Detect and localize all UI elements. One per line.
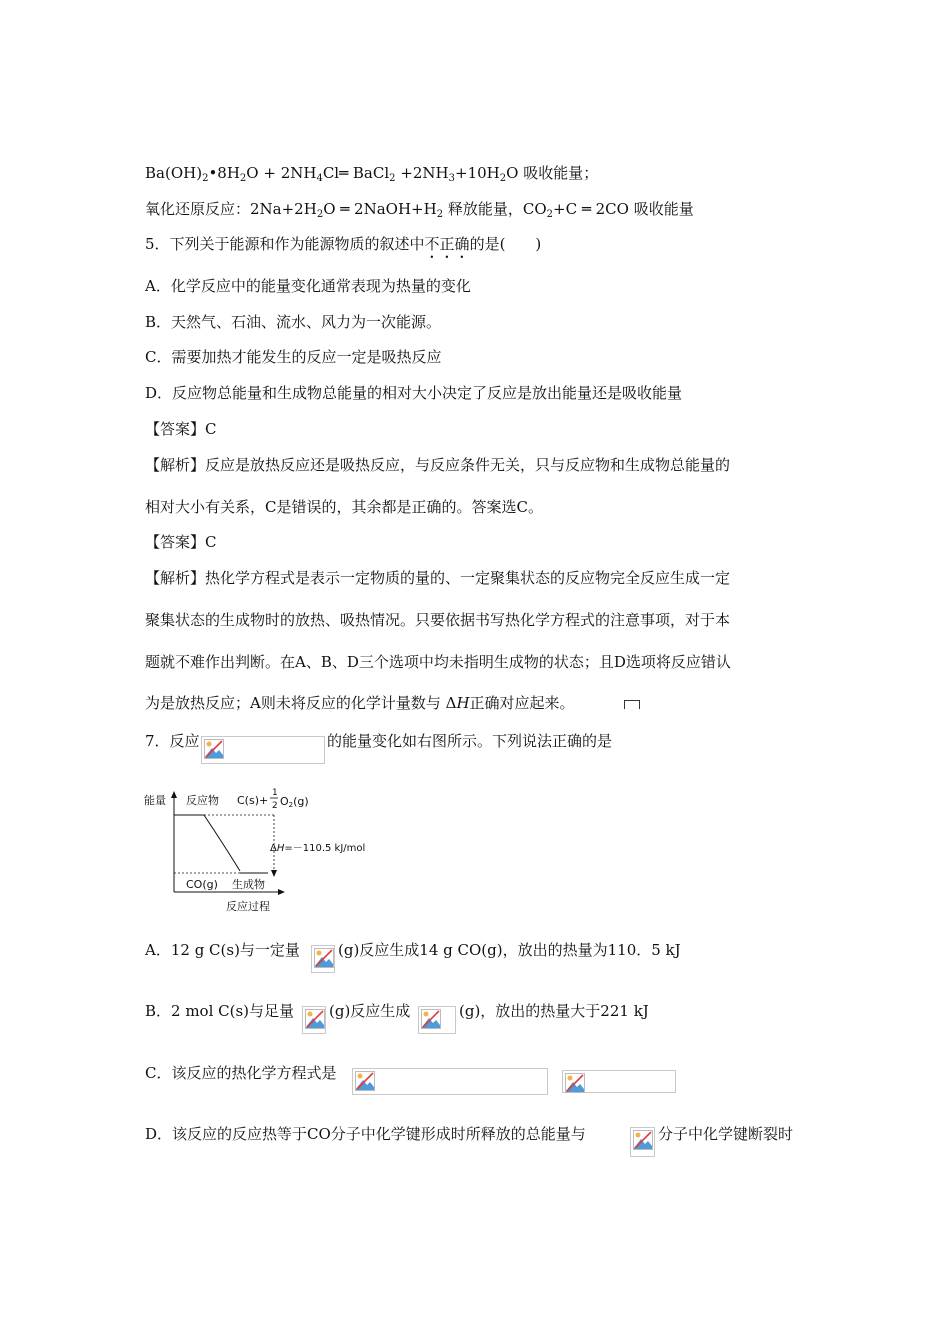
broken-image-icon [355,1071,375,1091]
subscript: 2 [389,173,396,184]
subscript: 2 [499,173,507,184]
emphasized-text: 不正确 [424,235,470,253]
text: O 吸收能量； [506,164,599,182]
equation-line-2 [145,199,694,219]
reaction-curve [204,815,240,871]
explanation-2d [145,693,575,713]
option-5c: C．需要加热才能发生的反应一定是吸热反应 [145,348,442,366]
oxygen-formula [280,795,309,809]
explanation-1a: 【解析】反应是放热反应还是吸热反应，与反应条件无关，只与反应物和生成物总能量的 [145,456,731,474]
broken-image-placeholder [311,945,335,973]
question-5 [145,234,541,262]
option-7c-start: C．该反应的热化学方程式是 [145,1064,337,1082]
reactant-formula [237,794,268,807]
fraction-numerator: 1 [272,788,278,798]
broken-image-icon [421,1009,441,1029]
broken-image-icon [633,1130,653,1150]
explanation-2c: 题就不难作出判断。在A、B、D三个选项中均未指明生成物的状态；且D选项将反应错认 [145,653,731,671]
reactant-label: 反应物 [186,794,219,807]
text: 为是放热反应；A则未将反应的化学计量数与 Δ [145,694,457,712]
delta-h-arrowhead [271,870,277,877]
text: O + 2NH [246,164,317,182]
option-5d: D．反应物总能量和生成物总能量的相对大小决定了反应是放出能量还是吸收能量 [145,384,683,402]
subscript: 2 [239,173,247,184]
delta-h-label [270,843,365,854]
answer-2: 【答案】C [145,533,217,551]
formula-part: (g) [293,795,309,808]
product-label: 生成物 [232,878,265,891]
h-symbol: H [276,843,285,854]
subscript: 2 [436,209,444,220]
x-axis-arrow [278,889,285,895]
text: •8H [208,164,240,182]
text: Ba(OH) [145,164,203,182]
question-7-end: 的能量变化如右图所示。下列说法正确的是 [327,732,613,750]
text: O ═ 2NaOH+H [323,200,437,218]
energy-diagram [140,785,390,915]
question-7-start: 7．反应 [145,732,200,750]
fraction-denominator: 2 [272,801,278,811]
bracket-mark [624,700,640,709]
broken-image-placeholder [562,1070,676,1093]
y-axis-arrow [171,791,177,798]
text: +10H [455,164,500,182]
option-7a-start: A．12 g C(s)与一定量 [145,941,300,959]
answer-1: 【答案】C [145,420,217,438]
broken-image-placeholder [302,1006,326,1034]
text: 5．下列关于能源和作为能源物质的叙述中 [145,235,425,253]
option-7d-end: 分子中化学键断裂时 [658,1125,794,1143]
equation-line-1 [145,163,598,183]
broken-image-placeholder [418,1006,456,1034]
broken-image-placeholder [352,1068,548,1095]
x-axis-label: 反应过程 [226,900,270,913]
broken-image-icon [314,948,334,968]
text: Cl═ BaCl [322,164,390,182]
subscript: 2 [316,209,324,220]
option-7b-start: B．2 mol C(s)与足量 [145,1002,295,1020]
broken-image-icon [565,1073,585,1093]
product-formula: CO(g) [186,878,218,891]
option-7a-end: (g)反应生成14 g CO(g)，放出的热量为110．5 kJ [338,941,681,959]
text: 正确对应起来。 [469,694,575,712]
formula-part: C(s)+ [237,794,269,807]
option-7d-start: D．该反应的反应热等于CO分子中化学键形成时所释放的总能量与 [145,1125,586,1143]
delta-symbol: Δ [270,843,277,854]
option-7b-end: (g)，放出的热量大于221 kJ [459,1002,649,1020]
subscript: 2 [546,209,553,220]
option-7b-middle: (g)反应生成 [329,1002,411,1020]
explanation-2a: 【解析】热化学方程式是表示一定物质的量的、一定聚集状态的反应物完全反应生成一定 [145,569,731,587]
broken-image-placeholder [630,1127,655,1157]
delta-h-value: =－110.5 kJ/mol [284,843,366,854]
explanation-2b: 聚集状态的生成物时的放热、吸热情况。只要依据书写热化学方程式的注意事项，对于本 [145,611,731,629]
y-axis-label: 能量 [144,794,166,807]
option-5a: A．化学反应中的能量变化通常表现为热量的变化 [145,277,471,295]
subscript: 4 [316,173,323,184]
formula-subscript: 2 [288,801,294,809]
text: 的是( ) [469,235,542,253]
option-5b: B．天然气、石油、流水、风力为一次能源。 [145,313,442,331]
formula-part: O [280,795,289,808]
text: 释放能量，CO [443,200,547,218]
subscript: 3 [448,173,455,184]
broken-image-icon [204,739,224,759]
explanation-1b: 相对大小有关系，C是错误的，其余都是正确的。答案选C。 [145,498,543,516]
broken-image-icon [305,1009,325,1029]
text: +C ═ 2CO 吸收能量 [553,200,694,218]
subscript: 2 [202,173,209,184]
broken-image-placeholder [201,736,325,764]
italic-text: H [456,694,470,712]
text: +2NH [395,164,449,182]
text: 氧化还原反应：2Na+2H [145,200,317,218]
